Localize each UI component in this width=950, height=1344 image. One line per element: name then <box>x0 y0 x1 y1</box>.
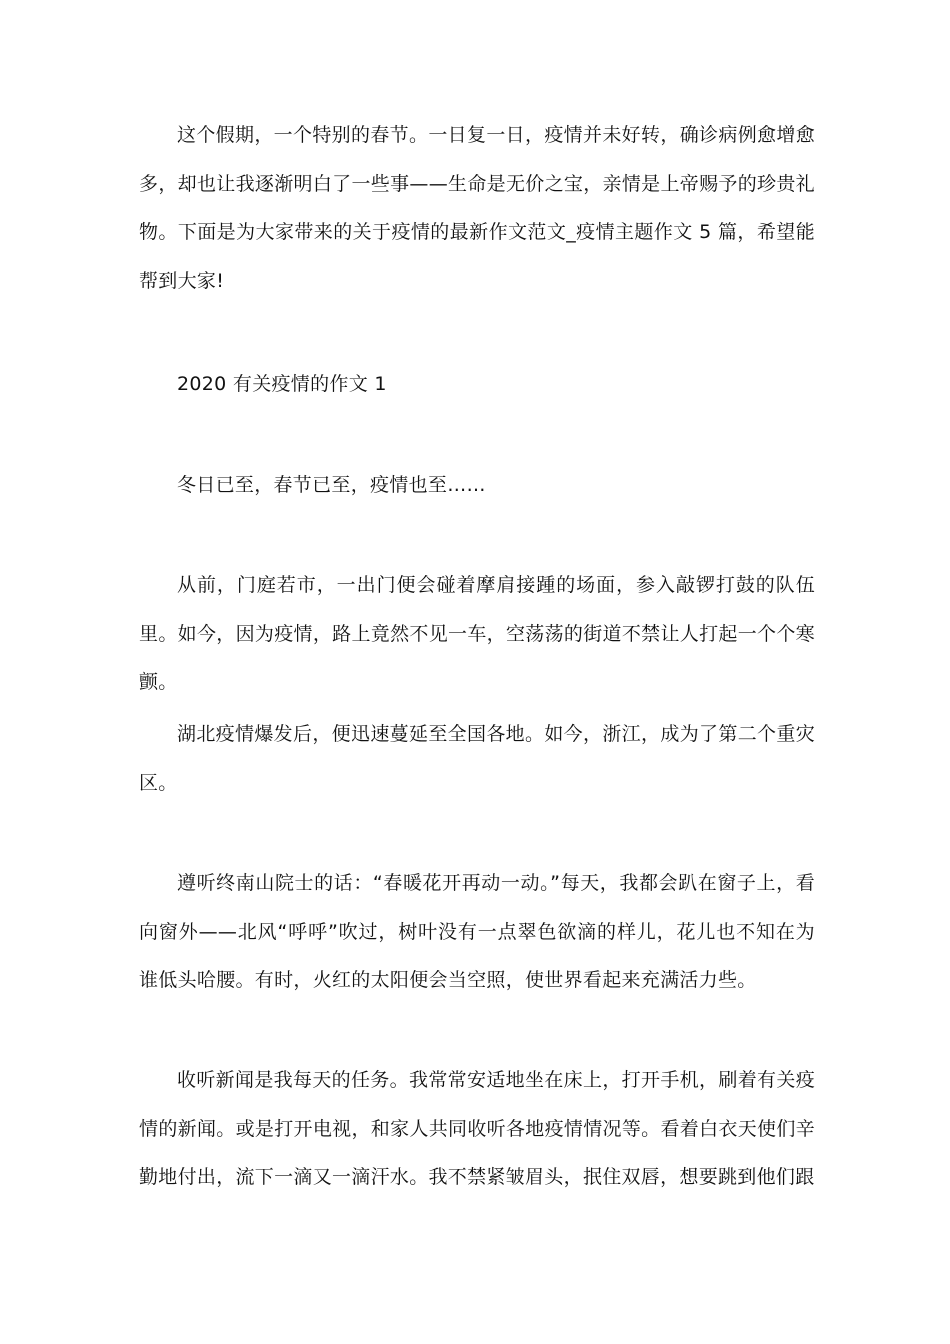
body-paragraph: 遵听终南山院士的话：“春暖花开再动一动。”每天，我都会趴在窗子上，看向窗外——北风“呼呼”吹过，树叶没有一点翠色欲滴的样儿，花儿也不知在为谁低头哈腰。有时，火红的太阳便会当空照，使世界看起来充满活力些。 <box>139 872 815 991</box>
body-paragraph: 湖北疫情爆发后，便迅速蔓延至全国各地。如今，浙江，成为了第二个重灾区。 <box>139 723 815 794</box>
intro-paragraph: 这个假期，一个特别的春节。一日复一日，疫情并未好转，确诊病例愈增愈多，却也让我逐渐明白了一些事——生命是无价之宝，亲情是上帝赐予的珍贵礼物。下面是为大家带来的关于疫情的最新作文范文_疫情主题作文 5 篇，希望能帮到大家! <box>139 124 815 292</box>
body-paragraph: 冬日已至，春节已至，疫情也至…… <box>177 474 486 496</box>
body-paragraph: 从前，门庭若市，一出门便会碰着摩肩接踵的场面，参入敲锣打鼓的队伍里。如今，因为疫情，路上竟然不见一车，空荡荡的街道不禁让人打起一个个寒颤。 <box>139 574 815 693</box>
essay-heading: 2020 有关疫情的作文 1 <box>177 373 387 395</box>
body-paragraph: 收听新闻是我每天的任务。我常常安适地坐在床上，打开手机，刷着有关疫情的新闻。或是打开电视，和家人共同收听各地疫情情况等。看着白衣天使们辛勤地付出，流下一滴又一滴汗水。我不禁紧皱眉头，抿住双唇，想要跳到他们跟 <box>139 1069 815 1188</box>
